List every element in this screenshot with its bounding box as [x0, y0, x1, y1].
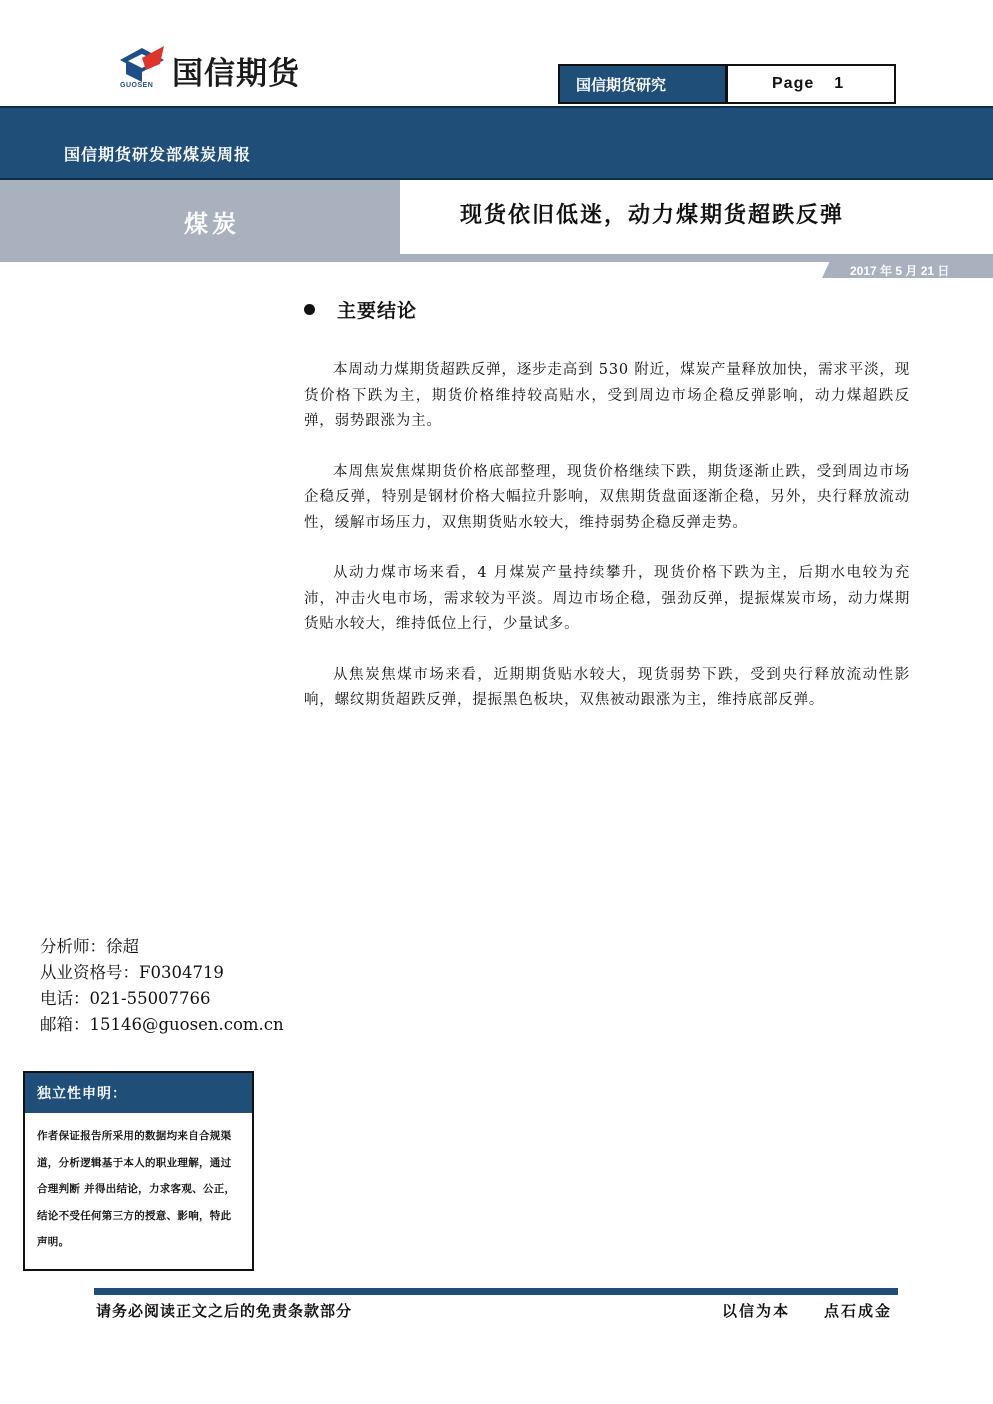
logo-chinese-text: 国信期货 — [172, 56, 300, 92]
declaration-body: 作者保证报告所采用的数据均来自合规渠道，分析逻辑基于本人的职业理解，通过合理判断 并得出结论，力求客观、公正，结论不受任何第三方的授意、影响，特此声明。 — [37, 1130, 236, 1248]
page-number: 1 — [834, 75, 845, 92]
paragraph: 本周动力煤期货超跌反弹，逐步走高到 530 附近，煤炭产量释放加快，需求平淡，现货价格下跌为主，期货价格维持较高贴水，受到周边市场企稳反弹影响，动力煤超跌反弹，弱势跟涨为主。 — [304, 362, 910, 429]
declaration-title: 独立性申明： — [25, 1073, 252, 1113]
logo-english-text: GUOSEN — [120, 82, 154, 89]
research-label: 国信期货研究 — [560, 66, 728, 102]
bullet-icon — [304, 304, 315, 315]
footer-divider — [94, 1288, 898, 1295]
analyst-email: 邮箱：15146@guosen.com.cn — [40, 1015, 284, 1034]
guosen-logo-icon — [116, 46, 168, 86]
analyst-name: 分析师：徐超 — [40, 937, 139, 956]
section-title: 主要结论 — [337, 300, 418, 322]
independence-declaration — [23, 1071, 254, 1271]
footer-motto: 以信为本 点石成金 — [722, 1302, 893, 1320]
paragraph: 从焦炭焦煤市场来看，近期期货贴水较大，现货弱势下跌，受到央行释放流动性影响，螺纹期货超跌反弹，提振黑色板块，双焦被动跟涨为主，维持底部反弹。 — [304, 666, 910, 708]
report-series-title: 国信期货研发部煤炭周报 — [64, 145, 252, 164]
category-panel — [0, 180, 400, 254]
analyst-phone: 电话：021-55007766 — [40, 989, 211, 1008]
section-heading — [304, 296, 417, 323]
page-indicator — [728, 66, 894, 102]
conclusions-body — [304, 358, 910, 739]
category-label: 煤炭 — [184, 209, 240, 238]
page-label: Page — [772, 75, 815, 92]
paragraph: 本周焦炭焦煤期货价格底部整理，现货价格继续下跌，期货逐渐止跌，受到周边市场企稳反弹，特别是钢材价格大幅拉升影响，双焦期货盘面逐渐企稳，另外，央行释放流动性，缓解市场压力，双焦期货贴水较大，维持弱势企稳反弹走势。 — [304, 463, 910, 531]
company-logo — [116, 46, 346, 96]
footer-disclaimer: 请务必阅读正文之后的免责条款部分 — [96, 1302, 353, 1320]
analyst-info — [40, 934, 284, 1038]
report-banner — [0, 106, 993, 180]
header-info-box — [558, 64, 896, 104]
report-date: 2017 年 5 月 21 日 — [850, 264, 950, 278]
paragraph: 从动力煤市场来看，4 月煤炭产量持续攀升，现货价格下跌为主，后期水电较为充沛，冲击火电市场，需求较为平淡。周边市场企稳，强劲反弹，提振煤炭市场，动力煤期货贴水较大，维持低位上行，少量试多。 — [304, 565, 910, 632]
analyst-license: 从业资格号：F0304719 — [40, 963, 224, 982]
report-headline: 现货依旧低迷，动力煤期货超跌反弹 — [460, 202, 845, 228]
title-band — [0, 180, 993, 278]
